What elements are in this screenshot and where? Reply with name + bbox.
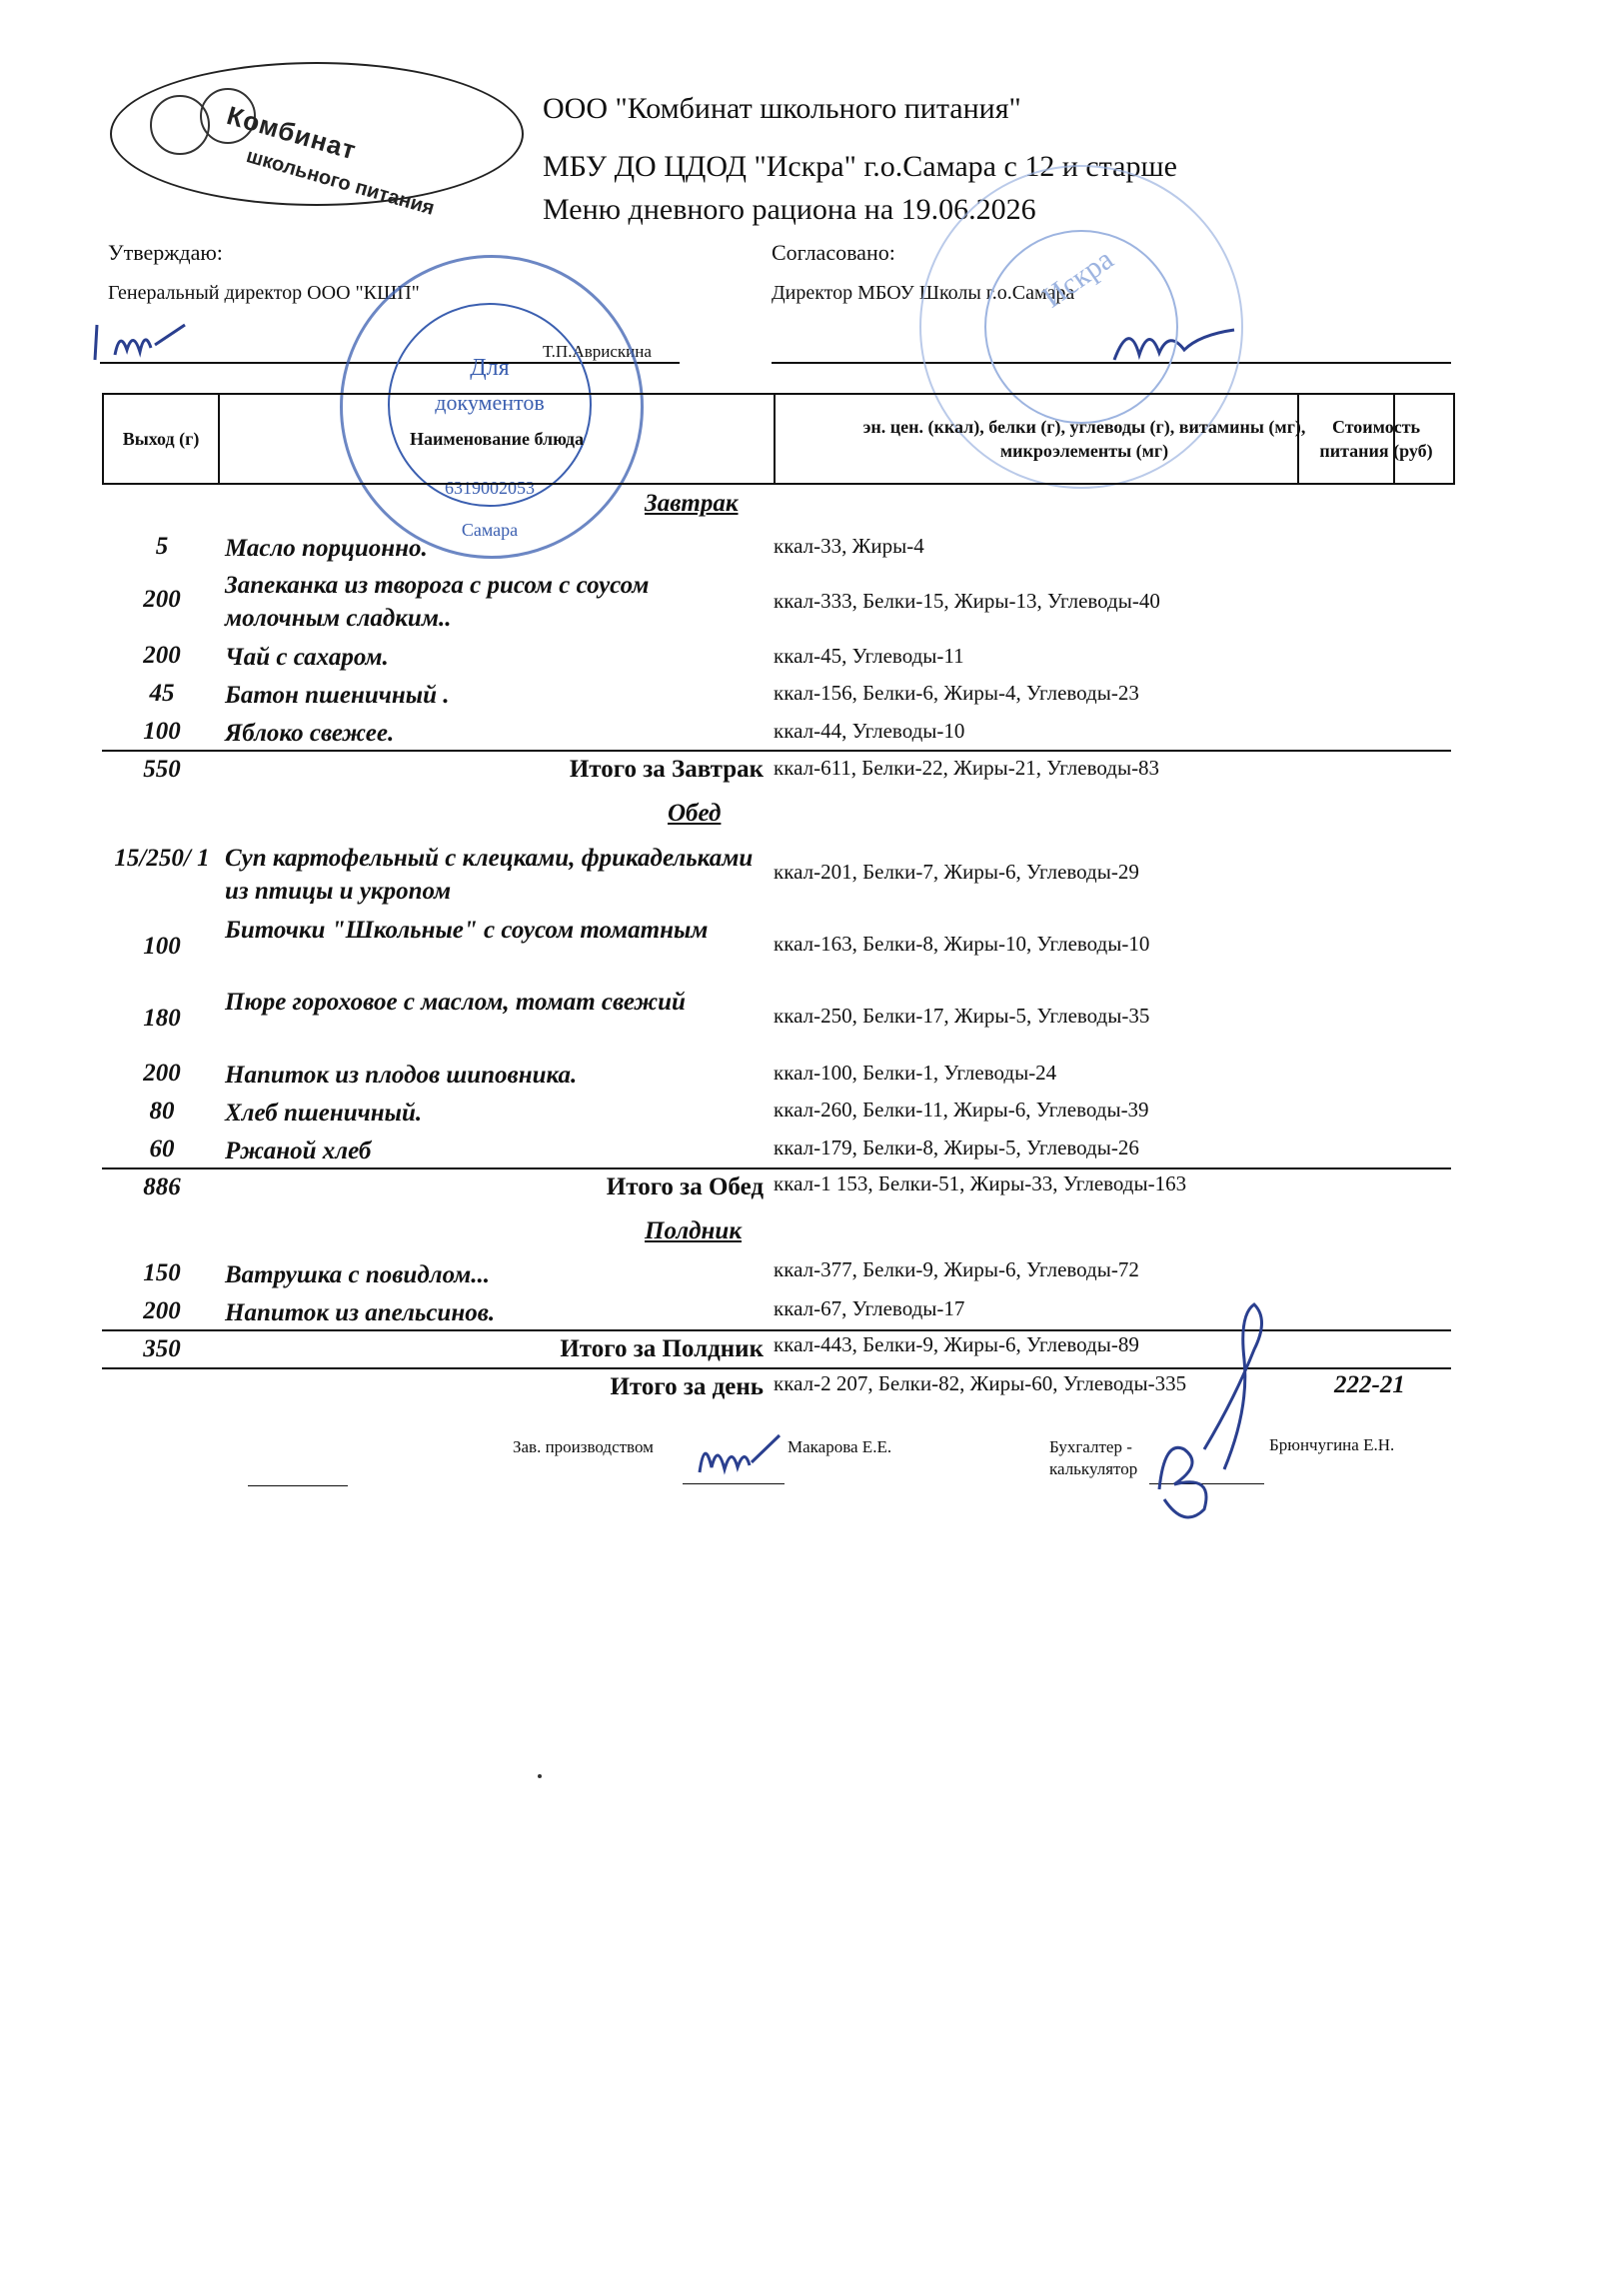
- breakfast-total-label: Итого за Завтрак: [569, 756, 764, 783]
- snack-total-qty: 350: [143, 1335, 181, 1362]
- lunch-total-qty: 886: [143, 1173, 181, 1200]
- agreed-position: Директор МБОУ Школы г.о.Самара: [772, 282, 1075, 304]
- production-head-name: Макарова Е.Е.: [788, 1437, 892, 1456]
- table-row-dish: Биточки "Школьные" с соусом томатным: [225, 917, 709, 944]
- accountant-title-2: калькулятор: [1049, 1459, 1138, 1478]
- table-row-nutrition: ккал-179, Белки-8, Жиры-5, Углеводы-26: [774, 1136, 1139, 1159]
- table-row-nutrition: ккал-260, Белки-11, Жиры-6, Углеводы-39: [774, 1098, 1149, 1122]
- table-row-dish: Суп картофельный с клецками, фрикадельками из птицы и укропом: [225, 845, 754, 905]
- agreed-title: Согласовано:: [772, 240, 895, 265]
- accountant-title: Бухгалтер -: [1049, 1437, 1132, 1456]
- accountant-name: Брюнчугина Е.Н.: [1269, 1435, 1395, 1454]
- table-row-nutrition: ккал-33, Жиры-4: [774, 534, 924, 558]
- left-blank-line: [248, 1485, 348, 1486]
- table-row-nutrition: ккал-100, Белки-1, Углеводы-24: [774, 1061, 1057, 1085]
- table-row-dish: Пюре гороховое с маслом, томат свежий: [225, 989, 686, 1016]
- table-row-dish: Напиток из плодов шиповника.: [225, 1062, 578, 1089]
- production-head-title: Зав. производством: [513, 1437, 654, 1456]
- col-cost-header: Стоимость питания (руб): [1297, 395, 1453, 483]
- school-title: МБУ ДО ЦДОД "Искра" г.о.Самара с 12 и старше: [543, 150, 1177, 183]
- production-signature: [690, 1427, 790, 1482]
- production-sign-line: [683, 1483, 785, 1484]
- table-row-qty: 100: [143, 933, 181, 960]
- table-row-qty: 200: [143, 1297, 181, 1324]
- table-row-qty: 200: [143, 586, 181, 613]
- table-row-nutrition: ккал-250, Белки-17, Жиры-5, Углеводы-35: [774, 1004, 1150, 1028]
- stamp-city: Самара: [461, 520, 519, 540]
- snack-total-label: Итого за Полдник: [560, 1335, 764, 1362]
- day-total-label: Итого за день: [610, 1373, 764, 1400]
- table-row-dish: Яблоко свежее.: [225, 720, 395, 747]
- logo-text: Комбинат: [223, 100, 361, 166]
- director-signature: [85, 320, 195, 370]
- stamp-center-text-2: документов: [435, 390, 545, 415]
- org-title: ООО "Комбинат школьного питания": [543, 92, 1021, 125]
- section-snack-title: Полдник: [645, 1217, 743, 1244]
- stamp-center-text: Для: [470, 355, 510, 381]
- day-total-nutrition: ккал-2 207, Белки-82, Жиры-60, Углеводы-335: [774, 1371, 1187, 1395]
- stamp-inn: 6319002053: [445, 478, 535, 498]
- table-row-qty: 45: [149, 680, 175, 707]
- approve-title: Утверждаю:: [108, 240, 223, 265]
- stray-dot: [538, 1774, 542, 1778]
- table-row-nutrition: ккал-44, Углеводы-10: [774, 719, 965, 743]
- table-header: [102, 393, 1455, 485]
- table-row-qty: 60: [149, 1136, 175, 1162]
- lunch-total-nutrition: ккал-1 153, Белки-51, Жиры-33, Углеводы-163: [774, 1171, 1187, 1195]
- table-row-nutrition: ккал-45, Углеводы-11: [774, 644, 964, 668]
- approve-name: Т.П.Аврискина: [543, 342, 652, 361]
- table-row-dish: Батон пшеничный .: [225, 682, 450, 709]
- table-row-dish: Запеканка из творога с рисом с соусом молочным сладким..: [225, 572, 650, 632]
- col-qty-header: Выход (г): [104, 395, 220, 483]
- table-row-qty: 5: [155, 533, 169, 560]
- day-total-cost: 222-21: [1334, 1371, 1405, 1398]
- table-row-nutrition: ккал-156, Белки-6, Жиры-4, Углеводы-23: [774, 681, 1139, 705]
- table-row-dish: Напиток из апельсинов.: [225, 1299, 496, 1326]
- table-row-dish: Хлеб пшеничный.: [225, 1100, 423, 1127]
- snack-total-nutrition: ккал-443, Белки-9, Жиры-6, Углеводы-89: [774, 1332, 1139, 1356]
- breakfast-total-qty: 550: [143, 756, 181, 783]
- table-row-dish: Ржаной хлеб: [225, 1138, 372, 1164]
- table-row-dish: Ватрушка с повидлом...: [225, 1261, 490, 1288]
- section-breakfast-title: Завтрак: [645, 490, 739, 517]
- table-row-qty: 180: [143, 1005, 181, 1032]
- accountant-signature: [1144, 1299, 1294, 1529]
- breakfast-total-nutrition: ккал-611, Белки-22, Жиры-21, Углеводы-83: [774, 756, 1160, 780]
- table-row-qty: 100: [143, 718, 181, 745]
- approve-position: Генеральный директор ООО "КШП": [108, 282, 420, 304]
- logo-text-2: школьного питания: [243, 145, 438, 220]
- table-row-nutrition: ккал-67, Углеводы-17: [774, 1296, 965, 1320]
- table-row-qty: 150: [143, 1259, 181, 1286]
- table-row-qty: 200: [143, 642, 181, 669]
- table-row-dish: Масло порционно.: [225, 535, 428, 562]
- school-stamp-text: Искра: [1036, 242, 1120, 315]
- table-row-qty: 80: [149, 1098, 175, 1125]
- table-row-nutrition: ккал-163, Белки-8, Жиры-10, Углеводы-10: [774, 932, 1150, 956]
- lunch-total-label: Итого за Обед: [606, 1173, 764, 1200]
- breakfast-total-divider: [102, 750, 1451, 752]
- menu-date-title: Меню дневного рациона на 19.06.2026: [543, 193, 1036, 226]
- table-row-qty: 15/250/ 1: [114, 845, 210, 872]
- section-lunch-title: Обед: [668, 800, 722, 827]
- table-row-nutrition: ккал-201, Белки-7, Жиры-6, Углеводы-29: [774, 860, 1139, 884]
- lunch-total-divider: [102, 1167, 1451, 1169]
- col-nutrition-header: эн. цен. (ккал), белки (г), углеводы (г), витамины (мг), микроэлементы (мг): [776, 395, 1395, 483]
- table-row-qty: 200: [143, 1060, 181, 1087]
- table-row-nutrition: ккал-333, Белки-15, Жиры-13, Углеводы-40: [774, 589, 1160, 613]
- col-dish-header: Наименование блюда: [220, 395, 776, 483]
- table-row-dish: Чай с сахаром.: [225, 644, 389, 671]
- table-row-nutrition: ккал-377, Белки-9, Жиры-6, Углеводы-72: [774, 1257, 1139, 1281]
